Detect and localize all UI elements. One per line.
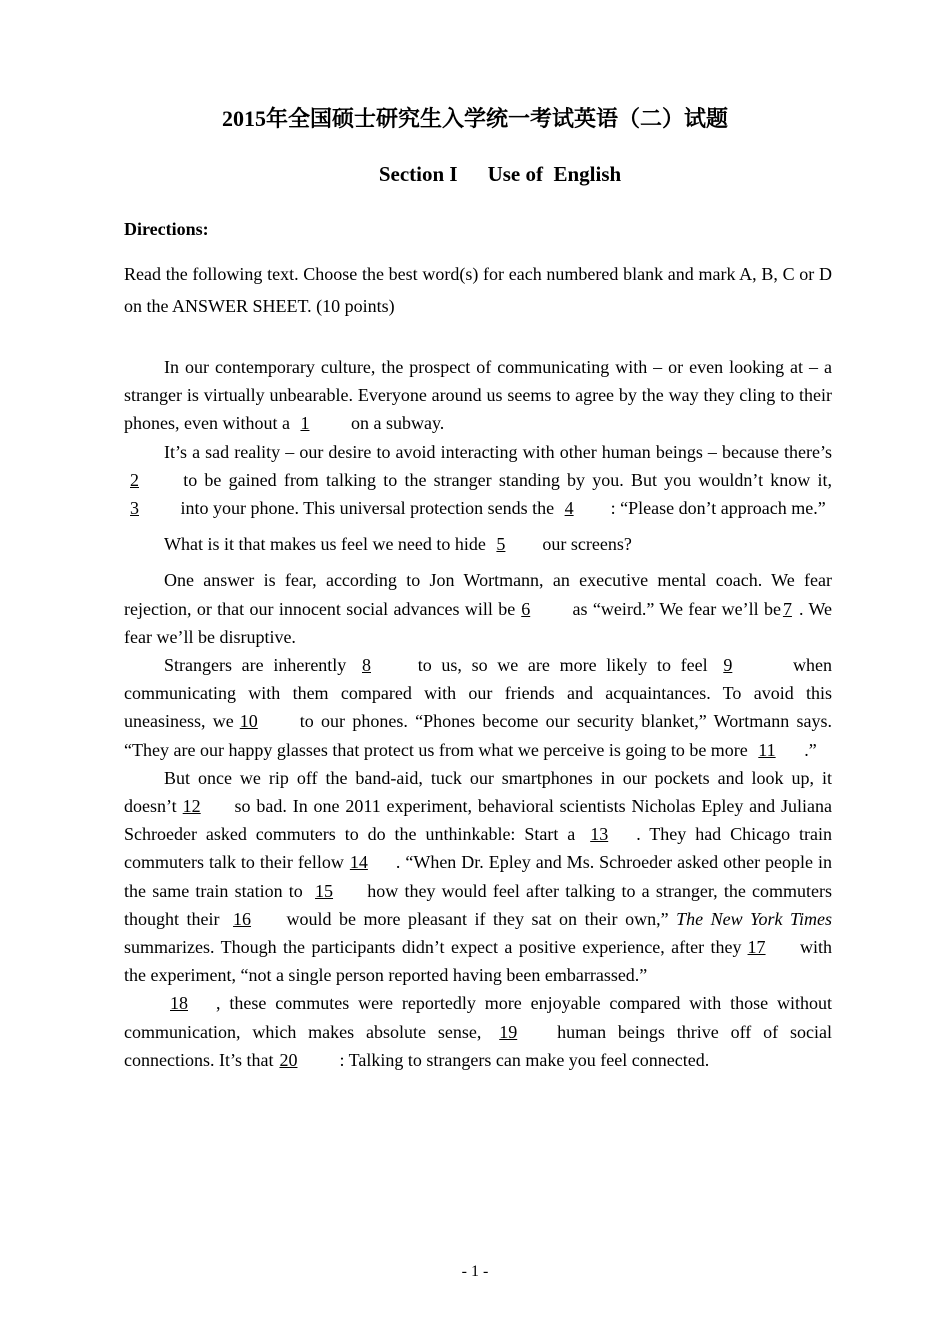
text-run: , these commutes were reportedly more enjoyable compared with those without communication, which makes absolute sense, — [124, 993, 832, 1042]
text-run: so bad. In one 2011 experiment, behavioral scientists Nicholas Epley and Juliana Schroeder asked commuters to do the unthinkable: Start a — [124, 796, 832, 845]
text-run: : Talking to strangers can make you feel connected. — [339, 1049, 710, 1070]
text-run: when communicating with them compared with our friends and acquaintances. To avoid this uneasiness, we — [124, 655, 832, 732]
directions-text: Read the following text. Choose the best word(s) for each numbered blank and mark A, B, C or D on the ANSWER SHEET. (10 points) — [124, 264, 832, 316]
blank-15: 15 — [315, 880, 334, 901]
text-run: to be gained from talking to the stranger standing by you. But you wouldn’t know it, — [176, 469, 832, 490]
text-run: But once we rip off the band-aid, tuck our smartphones in our pockets and look up, it doesn’t — [124, 767, 832, 817]
text-run: Strangers are inherently — [164, 655, 356, 676]
text-run: our screens? — [542, 534, 632, 555]
section-number: Section I — [378, 162, 458, 186]
blank-2: 2 — [130, 469, 139, 490]
text-run: with the experiment, “not a single person reported having been embarrassed.” — [124, 937, 832, 986]
blank-16: 16 — [233, 908, 252, 929]
text-run: It’s a sad reality – our desire to avoid interacting with other human beings – because there’s — [164, 441, 832, 462]
blank-4: 4 — [564, 498, 574, 519]
text-run: to us, so we are more likely to feel — [408, 655, 718, 676]
text-run: to our phones. “Phones become our security blanket,” Wortmann says. “They are our happy glasses that protect us from what we perceive is going to be more — [124, 711, 832, 760]
blank-8: 8 — [362, 655, 371, 676]
blank-18: 18 — [170, 993, 188, 1014]
source-citation: The New York Times — [676, 908, 832, 929]
blank-3: 3 — [130, 498, 139, 519]
text-run: .” — [804, 739, 817, 760]
section-title — [0, 160, 950, 188]
directions-heading: Directions: — [124, 219, 209, 239]
paragraph-3 — [124, 530, 832, 558]
blank-11: 11 — [758, 739, 776, 760]
text-run: . They had Chicago train commuters talk to their fellow — [124, 824, 832, 873]
text-run: : “Please don’t approach me.” — [610, 498, 826, 519]
text-run: as “weird.” We fear we’ll be — [567, 598, 781, 619]
text-run: In our contemporary culture, the prospect of communicating with – or even looking at – a stranger is virtually unbearable. Everyone around us seems to agree by the way they cling to their phones, even without a — [124, 357, 832, 434]
paragraph-5 — [124, 651, 832, 764]
blank-14: 14 — [349, 852, 368, 873]
text-run: into your phone. This universal protection sends the — [176, 498, 559, 519]
blank-20: 20 — [279, 1049, 298, 1070]
paragraph-1 — [124, 353, 832, 438]
blank-12: 12 — [182, 796, 201, 817]
text-run: would be more pleasant if they sat on their own,” — [279, 908, 677, 929]
paragraph-2 — [124, 438, 832, 523]
text-run: . We fear we’ll be disruptive. — [124, 598, 833, 647]
text-run: how they would feel after talking to a stranger, the commuters thought their — [124, 880, 832, 929]
blank-5: 5 — [496, 534, 506, 555]
blank-1: 1 — [300, 413, 310, 434]
text-run: human beings thrive off of social connections. It’s that — [124, 1021, 832, 1070]
text-run: One answer is fear, according to Jon Wortmann, an executive mental coach. We fear rejection, or that our innocent social advances will be — [124, 570, 832, 619]
text-run: . “When Dr. Epley and Ms. Schroeder asked other people in the same train station to — [124, 852, 832, 901]
blank-9: 9 — [723, 655, 733, 676]
text-run: on a subway. — [346, 413, 445, 434]
page-number: - 1 - — [461, 1263, 489, 1280]
page-title: 2015年全国硕士研究生入学统一考试英语（二）试题 — [221, 106, 728, 131]
paragraph-6 — [124, 764, 832, 990]
blank-7: 7 — [782, 598, 792, 619]
passage — [124, 353, 832, 1074]
text-run: summarizes. Though the participants didn’t expect a positive experience, after they — [124, 937, 742, 958]
paragraph-4 — [124, 566, 832, 651]
blank-17: 17 — [747, 937, 766, 958]
blank-10: 10 — [239, 711, 258, 732]
blank-19: 19 — [499, 1021, 518, 1042]
blank-6: 6 — [521, 598, 531, 619]
paragraph-7 — [124, 989, 832, 1074]
blank-13: 13 — [590, 824, 609, 845]
text-run: What is it that makes us feel we need to hide — [164, 534, 491, 555]
section-name: Use of English — [487, 162, 622, 186]
